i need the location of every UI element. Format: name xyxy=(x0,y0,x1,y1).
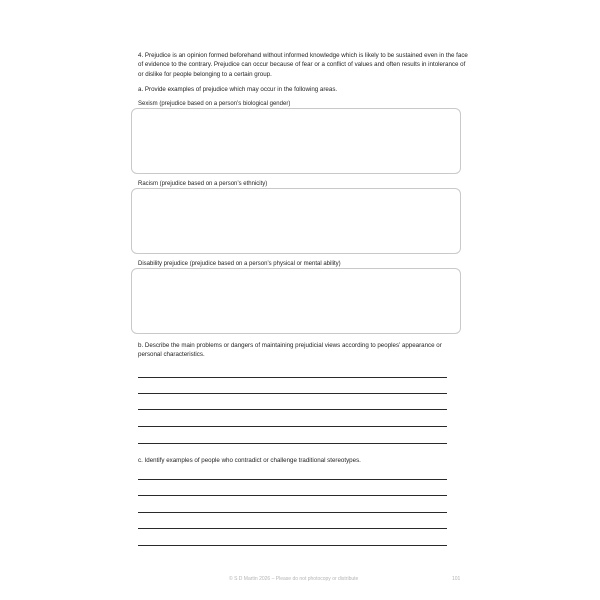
part-b-answer-line[interactable] xyxy=(138,409,447,410)
disability-label: Disability prejudice (prejudice based on a person’s physical or mental ability) xyxy=(138,261,341,267)
part-b-prompt: b. Describe the main problems or dangers of maintaining prejudicial views according to peoples’ appearance or personal characteristics. xyxy=(138,342,442,359)
part-b-answer-line[interactable] xyxy=(138,426,447,427)
part-b-answer-line[interactable] xyxy=(138,443,447,444)
copyright-footer: © S D Martin 2026 – Please do not photocopy or distribute xyxy=(229,576,359,582)
part-c-answer-line[interactable] xyxy=(138,528,447,529)
racism-label: Racism (prejudice based on a person’s ethnicity) xyxy=(138,181,268,187)
sexism-label: Sexism (prejudice based on a person’s biological gender) xyxy=(138,101,291,107)
sexism-answer-box[interactable] xyxy=(131,108,461,174)
part-b-answer-line[interactable] xyxy=(138,377,447,378)
part-b-answer-line[interactable] xyxy=(138,393,447,394)
part-c-prompt: c. Identify examples of people who contradict or challenge traditional stereotypes. xyxy=(138,457,361,464)
question-intro: 4. Prejudice is an opinion formed beforehand without informed knowledge which is likely to be sustained even in the face of evidence to the contrary. Prejudice can occur because of fear or a conflict of values and often results in intolerance of or dislike for people belonging to a certain group. xyxy=(138,52,468,78)
disability-answer-box[interactable] xyxy=(131,268,461,334)
part-c-answer-line[interactable] xyxy=(138,495,447,496)
racism-answer-box[interactable] xyxy=(131,188,461,254)
page-number: 101 xyxy=(452,576,461,582)
part-c-answer-line[interactable] xyxy=(138,512,447,513)
part-a-prompt: a. Provide examples of prejudice which may occur in the following areas. xyxy=(138,86,338,93)
part-c-answer-line[interactable] xyxy=(138,545,447,546)
part-c-answer-line[interactable] xyxy=(138,479,447,480)
